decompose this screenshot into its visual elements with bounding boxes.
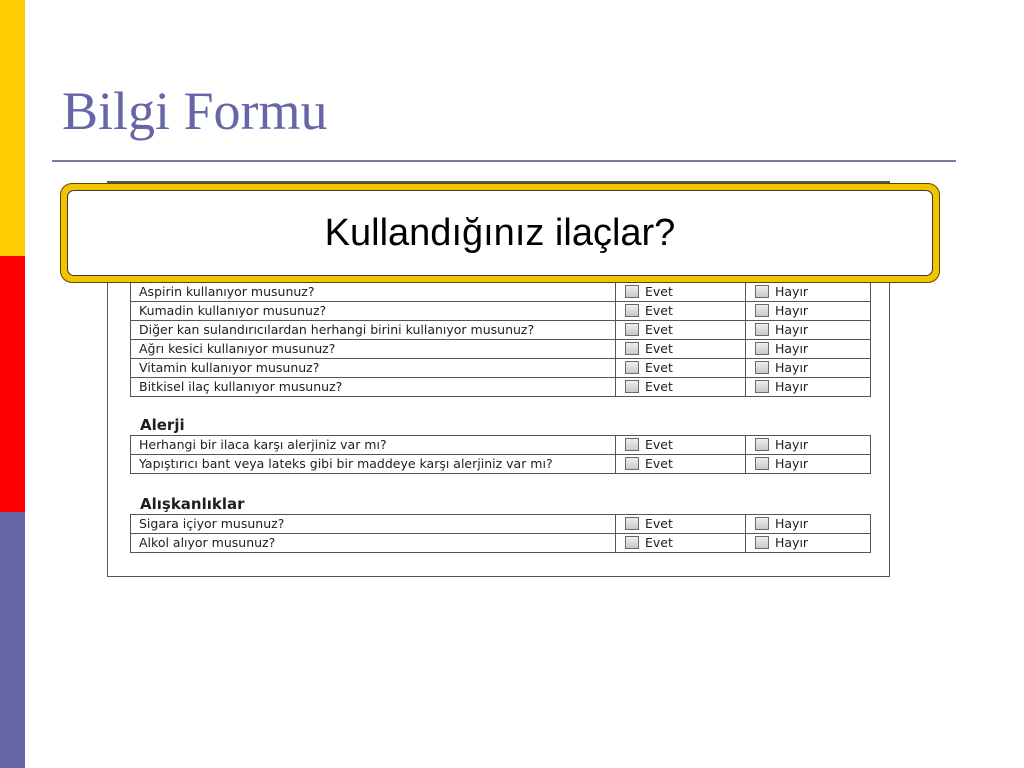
yes-label: Evet: [645, 379, 673, 394]
no-label: Hayır: [775, 437, 809, 452]
table-row: [131, 515, 871, 534]
no-option[interactable]: [746, 378, 871, 397]
checkbox-icon[interactable]: [625, 380, 639, 393]
no-option[interactable]: [746, 515, 871, 534]
no-label: Hayır: [775, 322, 809, 337]
checkbox-icon[interactable]: [625, 438, 639, 451]
no-label: Hayır: [775, 341, 809, 356]
yes-label: Evet: [645, 516, 673, 531]
yes-label: Evet: [645, 437, 673, 452]
checkbox-icon[interactable]: [755, 342, 769, 355]
slide-title: Bilgi Formu: [62, 81, 328, 141]
table-row: [131, 283, 871, 302]
yes-label: Evet: [645, 322, 673, 337]
question-text: Vitamin kullanıyor musunuz?: [131, 359, 616, 378]
yes-option[interactable]: [616, 283, 746, 302]
yes-label: Evet: [645, 456, 673, 471]
table-row: [131, 436, 871, 455]
no-label: Hayır: [775, 379, 809, 394]
checkbox-icon[interactable]: [625, 342, 639, 355]
yes-option[interactable]: [616, 321, 746, 340]
side-bar-red: [0, 256, 25, 512]
yes-option[interactable]: [616, 378, 746, 397]
question-text: Herhangi bir ilaca karşı alerjiniz var mı?: [131, 436, 616, 455]
checkbox-icon[interactable]: [755, 536, 769, 549]
no-option[interactable]: [746, 340, 871, 359]
table-row: [131, 321, 871, 340]
title-divider: [52, 160, 956, 162]
no-label: Hayır: [775, 535, 809, 550]
checkbox-icon[interactable]: [625, 361, 639, 374]
section-heading-allergy: Alerji: [140, 416, 185, 434]
no-label: Hayır: [775, 360, 809, 375]
checkbox-icon[interactable]: [755, 457, 769, 470]
medications-table: [130, 282, 871, 397]
no-label: Hayır: [775, 303, 809, 318]
yes-option[interactable]: [616, 455, 746, 474]
table-row: [131, 359, 871, 378]
habits-table: [130, 514, 871, 553]
side-bar-slate: [0, 512, 25, 768]
no-option[interactable]: [746, 302, 871, 321]
yes-option[interactable]: [616, 359, 746, 378]
checkbox-icon[interactable]: [625, 323, 639, 336]
checkbox-icon[interactable]: [755, 517, 769, 530]
no-option[interactable]: [746, 359, 871, 378]
table-row: [131, 534, 871, 553]
yes-option[interactable]: [616, 302, 746, 321]
no-label: Hayır: [775, 456, 809, 471]
question-text: Kumadin kullanıyor musunuz?: [131, 302, 616, 321]
question-text: Alkol alıyor musunuz?: [131, 534, 616, 553]
question-text: Yapıştırıcı bant veya lateks gibi bir maddeye karşı alerjiniz var mı?: [131, 455, 616, 474]
checkbox-icon[interactable]: [625, 536, 639, 549]
yes-label: Evet: [645, 284, 673, 299]
question-text: Aspirin kullanıyor musunuz?: [131, 283, 616, 302]
section-heading-habits: Alışkanlıklar: [140, 495, 245, 513]
checkbox-icon[interactable]: [755, 304, 769, 317]
question-text: Sigara içiyor musunuz?: [131, 515, 616, 534]
checkbox-icon[interactable]: [625, 457, 639, 470]
table-row: [131, 302, 871, 321]
checkbox-icon[interactable]: [625, 517, 639, 530]
yes-label: Evet: [645, 341, 673, 356]
yes-option[interactable]: [616, 534, 746, 553]
yes-label: Evet: [645, 360, 673, 375]
yes-option[interactable]: [616, 515, 746, 534]
callout-text: Kullandığınız ilaçlar?: [67, 190, 933, 276]
question-text: Bitkisel ilaç kullanıyor musunuz?: [131, 378, 616, 397]
table-row: [131, 340, 871, 359]
checkbox-icon[interactable]: [755, 323, 769, 336]
table-row: [131, 455, 871, 474]
no-option[interactable]: [746, 455, 871, 474]
table-row: [131, 378, 871, 397]
checkbox-icon[interactable]: [755, 285, 769, 298]
allergy-table: [130, 435, 871, 474]
callout-box: [60, 183, 940, 283]
side-bar-yellow: [0, 0, 25, 256]
yes-label: Evet: [645, 303, 673, 318]
no-label: Hayır: [775, 516, 809, 531]
no-option[interactable]: [746, 436, 871, 455]
no-label: Hayır: [775, 284, 809, 299]
yes-label: Evet: [645, 535, 673, 550]
no-option[interactable]: [746, 534, 871, 553]
no-option[interactable]: [746, 283, 871, 302]
question-text: Ağrı kesici kullanıyor musunuz?: [131, 340, 616, 359]
checkbox-icon[interactable]: [625, 285, 639, 298]
checkbox-icon[interactable]: [755, 361, 769, 374]
yes-option[interactable]: [616, 340, 746, 359]
no-option[interactable]: [746, 321, 871, 340]
question-text: Diğer kan sulandırıcılardan herhangi birini kullanıyor musunuz?: [131, 321, 616, 340]
checkbox-icon[interactable]: [625, 304, 639, 317]
checkbox-icon[interactable]: [755, 380, 769, 393]
yes-option[interactable]: [616, 436, 746, 455]
checkbox-icon[interactable]: [755, 438, 769, 451]
